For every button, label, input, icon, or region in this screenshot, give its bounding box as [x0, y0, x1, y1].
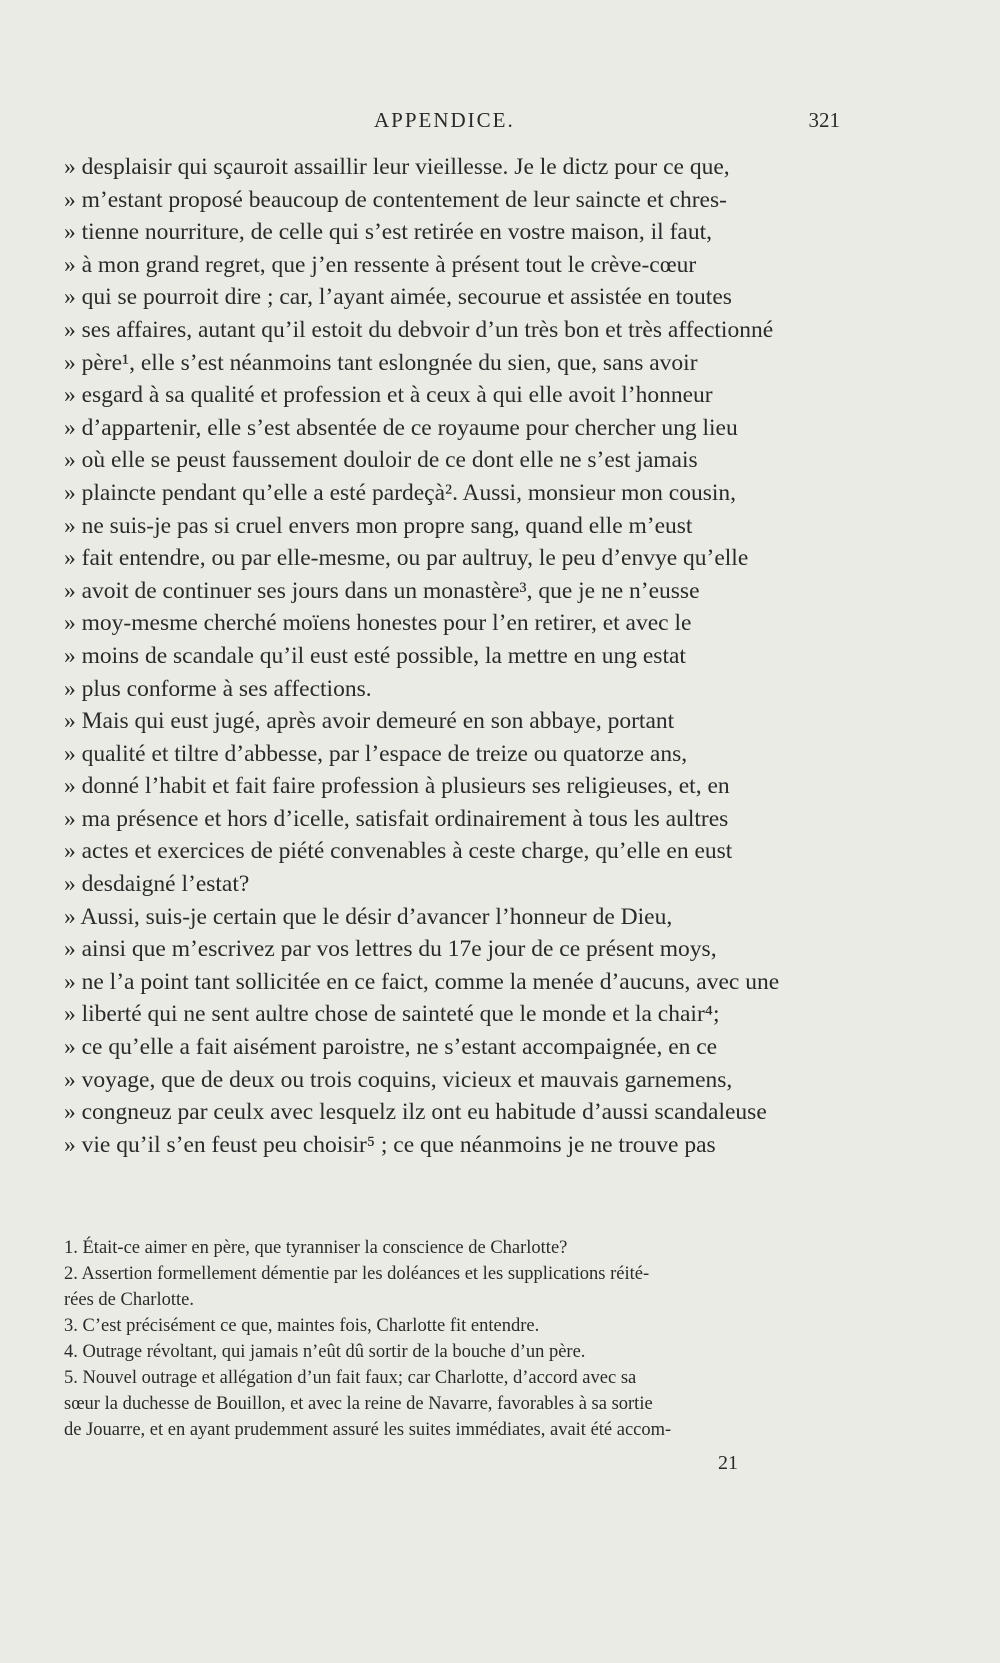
text-line: » moins de scandale qu’il eust esté possible, la mettre en ung estat [64, 642, 686, 669]
text-line: » voyage, que de deux ou trois coquins, vicieux et mauvais garnemens, [64, 1066, 733, 1093]
text-line: » donné l’habit et fait faire profession à plusieurs ses religieuses, et, en [64, 773, 730, 800]
text-line: » d’appartenir, elle s’est absentée de ce royaume pour chercher ung lieu [64, 414, 738, 441]
text-line: » ses affaires, autant qu’il estoit du debvoir d’un très bon et très affectionné [64, 316, 774, 343]
running-title: APPENDICE. [374, 108, 515, 132]
text-line: » ce qu’elle a fait aisément paroistre, ne s’estant accompaignée, en ce [64, 1034, 718, 1061]
footnote-line: sœur la duchesse de Bouillon, et avec la reine de Navarre, favorables à sa sortie [64, 1394, 653, 1414]
text-line: » moy-mesme cherché moïens honestes pour l’en retirer, et avec le [64, 610, 692, 637]
text-line: » Aussi, suis-je certain que le désir d’avancer l’honneur de Dieu, [64, 903, 673, 930]
text-line: » Mais qui eust jugé, après avoir demeuré en son abbaye, portant [64, 708, 675, 735]
signature-mark: 21 [718, 1452, 738, 1474]
text-line: » ma présence et hors d’icelle, satisfait ordinairement à tous les aultres [64, 805, 729, 832]
page-header [0, 108, 1000, 138]
footnote-line: 4. Outrage révoltant, qui jamais n’eût dû sortir de la bouche d’un père. [64, 1342, 586, 1362]
text-line: » qualité et tiltre d’abbesse, par l’espace de treize ou quatorze ans, [64, 740, 688, 767]
text-line: » ne l’a point tant sollicitée en ce faict, comme la menée d’aucuns, avec une [64, 968, 780, 995]
text-line: » plus conforme à ses affections. [64, 675, 372, 702]
text-line: » m’estant proposé beaucoup de contentement de leur saincte et chres- [64, 186, 727, 213]
text-line: » vie qu’il s’en feust peu choisir⁵ ; ce que néanmoins je ne trouve pas [64, 1131, 716, 1158]
text-line: » père¹, elle s’est néanmoins tant eslongnée du sien, que, sans avoir [64, 349, 698, 376]
footnote-line: 2. Assertion formellement démentie par les doléances et les supplications réité- [64, 1264, 650, 1284]
text-line: » ne suis-je pas si cruel envers mon propre sang, quand elle m’eust [64, 512, 693, 539]
footnote-line: 5. Nouvel outrage et allégation d’un fait faux; car Charlotte, d’accord avec sa [64, 1368, 637, 1388]
footnote-line: 1. Était-ce aimer en père, que tyranniser la conscience de Charlotte? [64, 1238, 568, 1258]
footnote-line: rées de Charlotte. [64, 1290, 194, 1310]
text-line: » à mon grand regret, que j’en ressente à présent tout le crève-cœur [64, 251, 697, 278]
footnote-line: 3. C’est précisément ce que, maintes fois, Charlotte fit entendre. [64, 1316, 540, 1336]
text-line: » qui se pourroit dire ; car, l’ayant aimée, secourue et assistée en toutes [64, 284, 732, 311]
text-line: » esgard à sa qualité et profession et à ceux à qui elle avoit l’honneur [64, 382, 713, 409]
text-line: » avoit de continuer ses jours dans un monastère³, que je ne n’eusse [64, 577, 700, 604]
body-text [64, 151, 840, 1161]
footnote-line: de Jouarre, et en ayant prudemment assuré les suites immédiates, avait été accom- [64, 1420, 672, 1440]
text-line: » où elle se peust faussement douloir de ce dont elle ne s’est jamais [64, 447, 698, 474]
text-line: » desplaisir qui sçauroit assaillir leur vieillesse. Je le dictz pour ce que, [64, 154, 730, 180]
text-line: » actes et exercices de piété convenables à ceste charge, qu’elle en eust [64, 838, 733, 865]
page-number: 321 [808, 108, 840, 132]
text-line: » fait entendre, ou par elle-mesme, ou par aultruy, le peu d’envye qu’elle [64, 545, 749, 572]
footnotes [64, 1235, 840, 1443]
text-line: » desdaigné l’estat? [64, 871, 250, 898]
text-line: » ainsi que m’escrivez par vos lettres du 17e jour de ce présent moys, [64, 936, 717, 963]
text-line: » plaincte pendant qu’elle a esté pardeçà². Aussi, monsieur mon cousin, [64, 479, 737, 506]
text-line: » congneuz par ceulx avec lesquelz ilz ont eu habitude d’aussi scandaleuse [64, 1099, 767, 1126]
text-line: » liberté qui ne sent aultre chose de sainteté que le monde et la chair⁴; [64, 1001, 720, 1028]
text-line: » tienne nourriture, de celle qui s’est retirée en vostre maison, il faut, [64, 219, 712, 246]
